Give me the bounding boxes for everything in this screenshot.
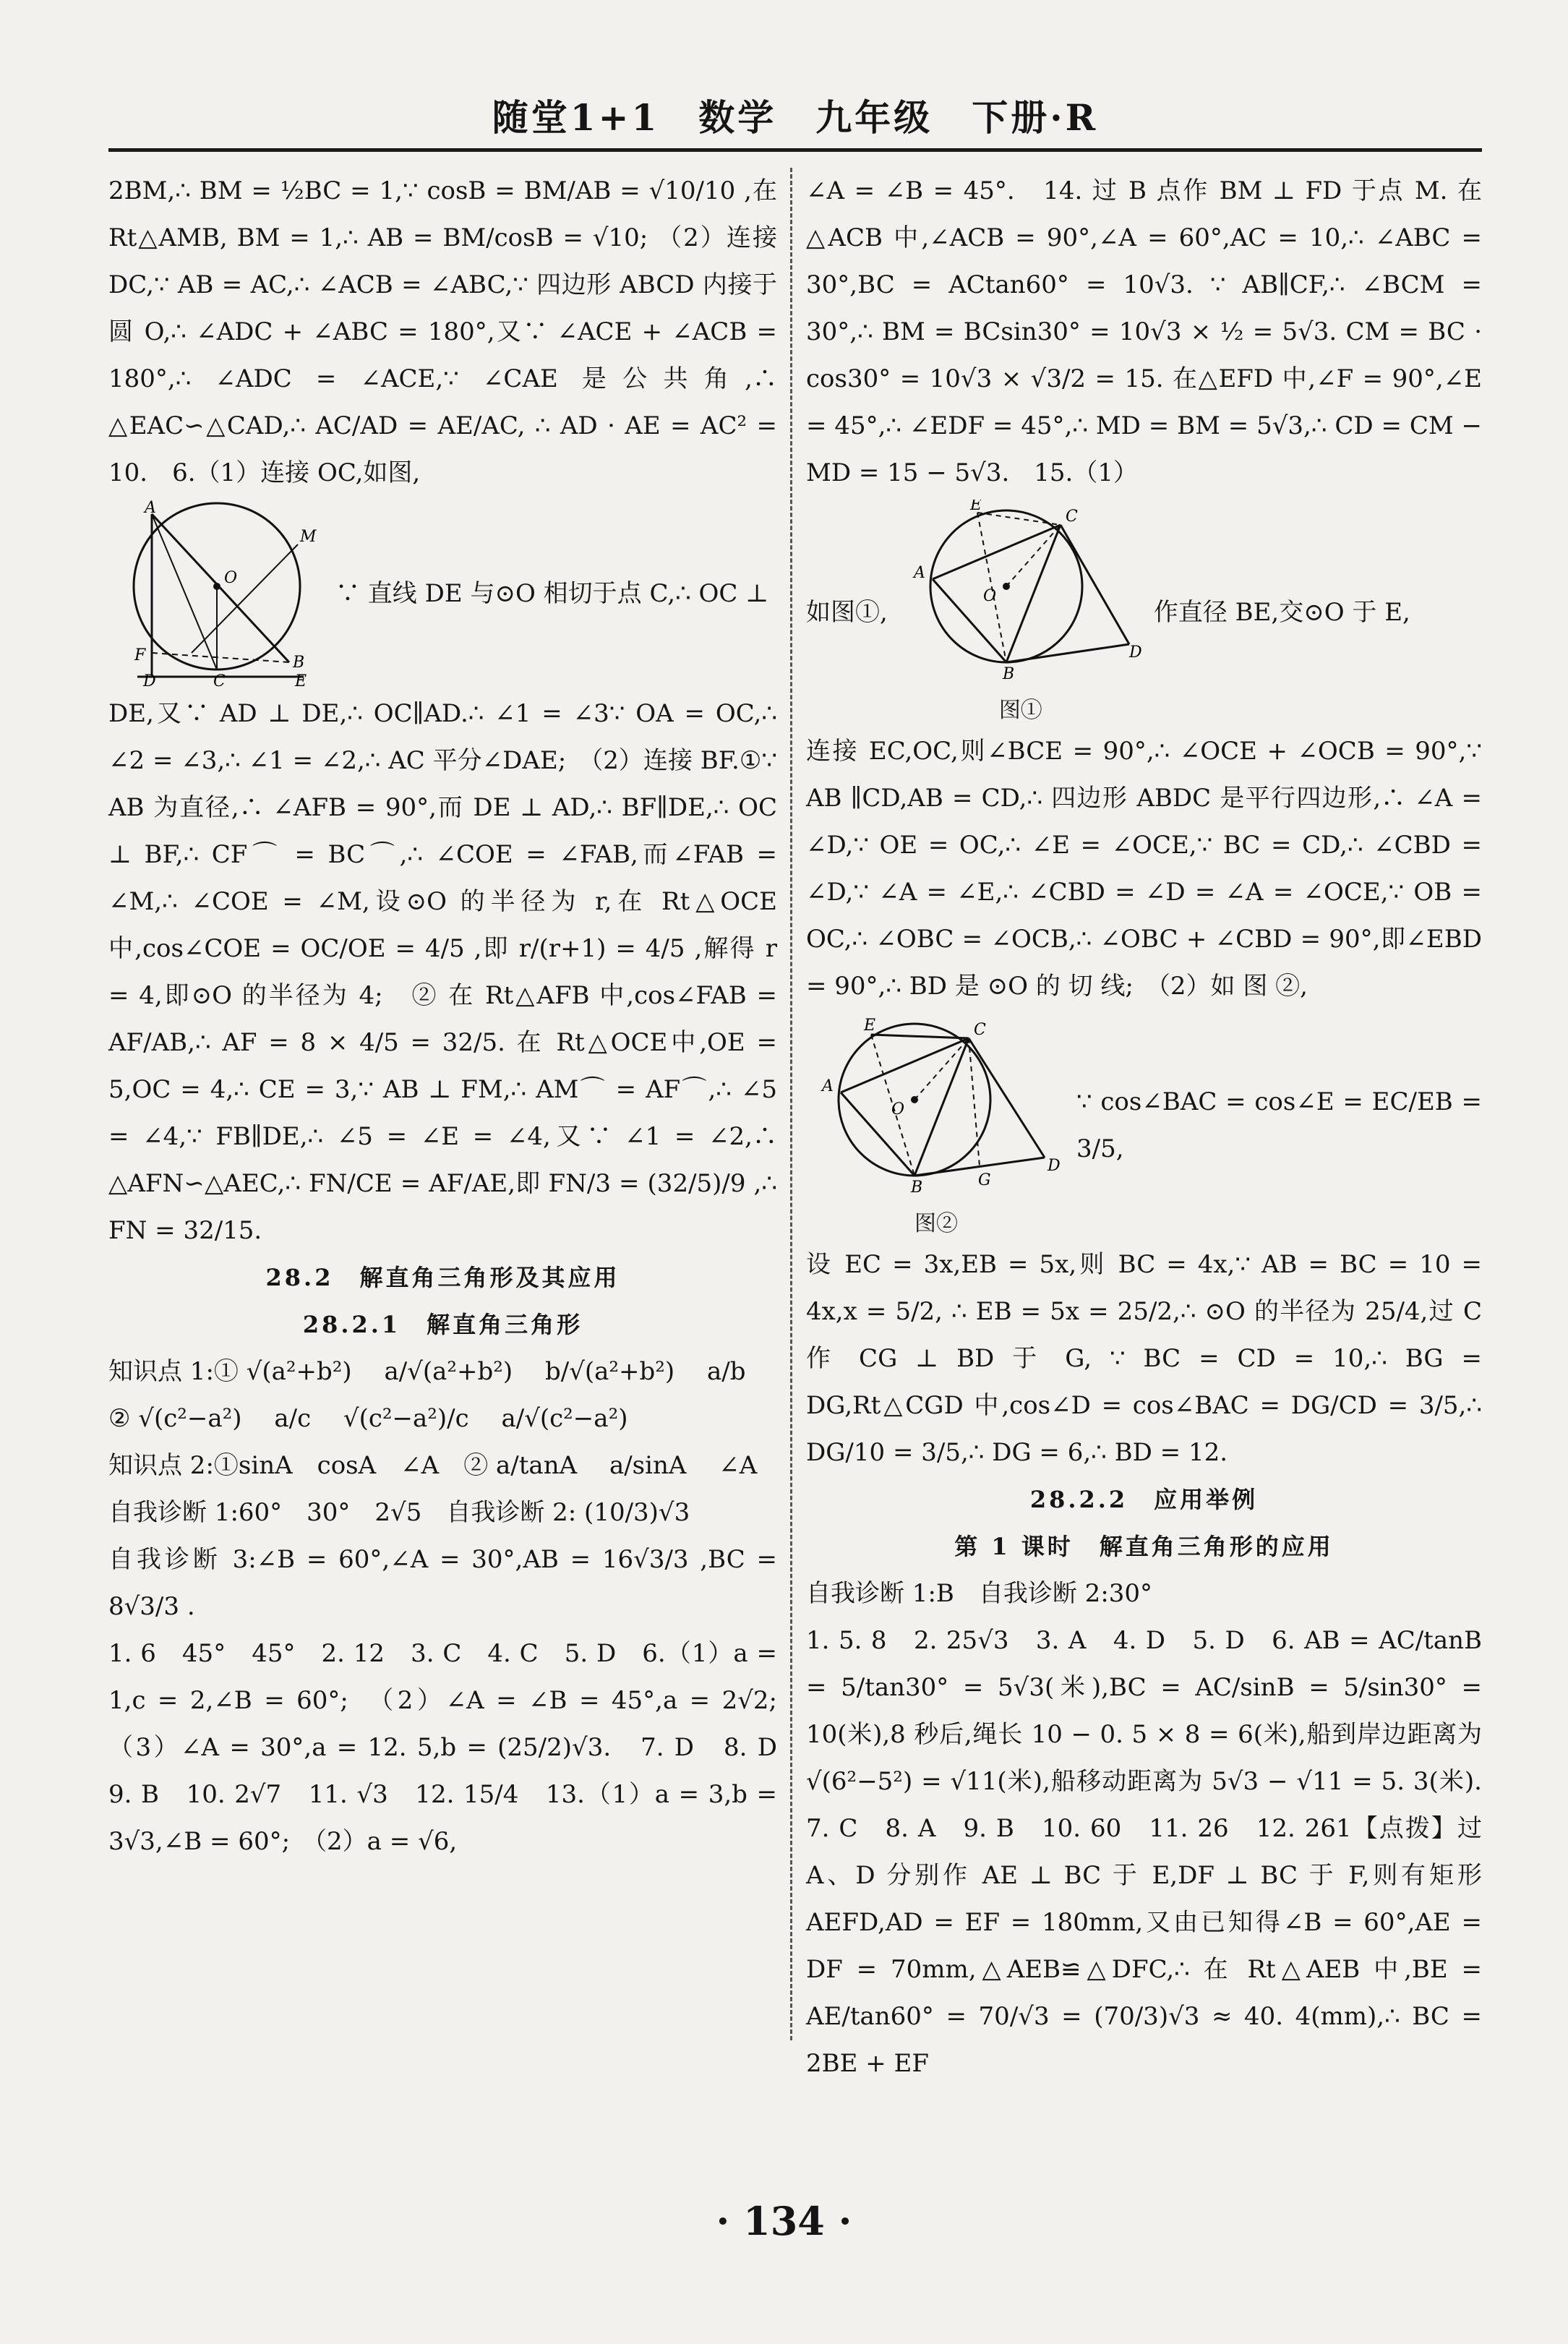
- svg-text:D: D: [143, 672, 156, 688]
- figure-1-side-text: 作直径 BE,交⊙O 于 E,: [1153, 597, 1410, 627]
- figure-2-caption: 图②: [914, 1211, 958, 1236]
- figure-1: [806, 500, 1482, 725]
- figure-1-lead-text: 如图①,: [806, 597, 888, 627]
- figure-1-caption: 图①: [998, 698, 1042, 723]
- svg-text:F: F: [134, 646, 146, 664]
- knowledge-point-2: 知识点 2:①sinA cosA ∠A ② a/tanA a/sinA ∠A: [108, 1451, 758, 1480]
- left-paragraph-1: 2BM,∴ BM = ½BC = 1,∵ cosB = BM/AB = √10/10 ,在 Rt△AMB, BM = 1,∴ AB = BM/cosB = √10; （2）连接 DC,∵ AB = AC,∴ ∠ACB = ∠ABC,∵ 四边形 ABCD 内接于圆 O,∴ ∠ADC + ∠ABC = 180°,又∵ ∠ACE + ∠ACB = 180°,∴ ∠ADC = ∠ACE,∵ ∠CAE 是公共角,∴ △EAC∽△CAD,∴ AC/AD = AE/AC, ∴ AD · AE = AC² = 10. 6.（1）连接 OC,如图,: [108, 176, 777, 487]
- page-number: · 134 ·: [716, 2198, 852, 2244]
- figure-2: [806, 1013, 1482, 1239]
- svg-text:M: M: [300, 528, 317, 546]
- svg-text:B: B: [293, 654, 305, 672]
- svg-text:B: B: [911, 1179, 923, 1194]
- svg-text:G: G: [978, 1171, 991, 1189]
- self-diagnosis-3: 自我诊断 3:∠B = 60°,∠A = 30°,AB = 16√3/3 ,BC = 8√3/3 .: [108, 1545, 777, 1621]
- svg-text:A: A: [145, 500, 156, 517]
- svg-text:O: O: [224, 569, 238, 587]
- exercise-answers: 1. 6 45° 45° 2. 12 3. C 4. C 5. D 6.（1）a = 1,c = 2,∠B = 60°; （2）∠A = ∠B = 45°,a = 2√2; （3）∠A = 30°,a = 12. 5,b = (25/2)√3. 7. D 8. D 9. B 10. 2√7 11. √3 12. 15/4 13.（1）a = 3,b = 3√3,∠B = 60°; （2）a = √6,: [108, 1639, 802, 1856]
- lesson-title: 第 1 课时 解直角三角形的应用: [954, 1533, 1334, 1560]
- figure-1-block: [898, 500, 1144, 725]
- left-paragraph-2: DE,又∵ AD ⊥ DE,∴ OC∥AD.∴ ∠1 = ∠3∵ OA = OC,∴ ∠2 = ∠3,∴ ∠1 = ∠2,∴ AC 平分∠DAE; （2）连接 BF.①∵ AB 为直径,∴ ∠AFB = 90°,而 DE ⊥ AD,∴ BF∥DE,∴ OC ⊥ BF,∴ CF⌒ = BC⌒,∴ ∠COE = ∠FAB,而∠FAB = ∠M,∴ ∠COE = ∠M,设⊙O 的半径为 r,在 Rt△OCE 中,cos∠COE = OC/OE = 4/5 ,即 r/(r+1) = 4/5 ,解得 r = 4,即⊙O 的半径为 4; ② 在 Rt△AFB 中,cos∠FAB = AF/AB,∴ AF = 8 × 4/5 = 32/5. 在 Rt△OCE中,OE = 5,OC = 4,∴ CE = 3,∵ AB ⊥ FM,∴ AM⌒ = AF⌒,∴ ∠5 = ∠4,∵ FB∥DE,∴ ∠5 = ∠E = ∠4,又∵ ∠1 = ∠2,∴ △AFN∽△AEC,∴ FN/CE = AF/AE,即 FN/3 = (32/5)/9 ,∴ FN = 32/15.: [108, 699, 777, 1245]
- right-paragraph-2: 连接 EC,OC,则∠BCE = 90°,∴ ∠OCE + ∠OCB = 90°,∵ AB ∥CD,AB = CD,∴ 四边形 ABDC 是平行四边形,∴ ∠A = ∠D,∵ OE = OC,∴ ∠E = ∠OCE,∵ BC = CD,∴ ∠CBD = ∠D,∵ ∠A = ∠E,∴ ∠CBD = ∠D = ∠A = ∠OCE,∵ OB = OC,∴ ∠OBC = ∠OCB,∴ ∠OBC + ∠CBD = 90°,即∠EBD = 90°,∴ BD 是 ⊙O 的 切 线; （2）如 图 ②,: [806, 737, 1482, 1001]
- svg-text:C: C: [974, 1021, 986, 1039]
- self-diagnosis-1-2: 自我诊断 1:60° 30° 2√5 自我诊断 2: (10/3)√3: [108, 1498, 690, 1527]
- right-paragraph-3: 设 EC = 3x,EB = 5x,则 BC = 4x,∵ AB = BC = 10 = 4x,x = 5/2, ∴ EB = 5x = 25/2,∴ ⊙O 的半径为 25/4,过 C 作 CG ⊥ BD 于 G, ∵ BC = CD = 10,∴ BG = DG,Rt△CGD 中,cos∠D = cos∠BAC = DG/CD = 3/5,∴ DG/10 = 3/5,∴ DG = 6,∴ BD = 12.: [806, 1250, 1482, 1467]
- circle-figure-diagram: [108, 500, 325, 688]
- figure-side-text: ∵ 直线 DE 与⊙O 相切于点 C,∴ OC ⊥: [335, 578, 769, 608]
- right-paragraph-1: ∠A = ∠B = 45°. 14. 过 B 点作 BM ⊥ FD 于点 M. 在△ACB 中,∠ACB = 90°,∠A = 60°,AC = 10,∴ ∠ABC = 30°,BC = ACtan60° = 10√3. ∵ AB∥CF,∴ ∠BCM = 30°,∴ BM = BCsin30° = 10√3 × ½ = 5√3. CM = BC · cos30° = 10√3 × √3/2 = 15. 在△EFD 中,∠F = 90°,∠E = 45°,∴ ∠EDF = 45°,∴ MD = BM = 5√3,∴ CD = CM − MD = 15 − 5√3. 15.（1）: [806, 176, 1482, 487]
- svg-text:A: A: [913, 564, 925, 582]
- circle-figure-2-diagram: [806, 1013, 1066, 1194]
- svg-text:E: E: [295, 672, 307, 688]
- circle-figure-1-diagram: [898, 500, 1144, 680]
- right-self-diagnosis: 自我诊断 1:B 自我诊断 2:30°: [806, 1579, 1153, 1608]
- knowledge-point-1b: ② √(c²−a²) a/c √(c²−a²)/c a/√(c²−a²): [108, 1404, 628, 1433]
- svg-text:B: B: [1002, 665, 1014, 680]
- svg-text:A: A: [822, 1077, 834, 1095]
- svg-text:C: C: [1065, 508, 1078, 526]
- svg-text:D: D: [1128, 643, 1142, 662]
- section-title-28-2-2: 28.2.2 应用举例: [1029, 1486, 1259, 1513]
- left-column: [108, 168, 802, 1865]
- svg-text:O: O: [982, 587, 996, 605]
- right-exercise-answers: 1. 5. 8 2. 25√3 3. A 4. D 5. D 6. AB = AC/tanB = 5/tan30° = 5√3(米),BC = AC/sinB = 5/sin30° = 10(米),8 秒后,绳长 10 − 0. 5 × 8 = 6(米),船到岸边距离为 √(6²−5²) = √11(米),船移动距离为 5√3 − √11 = 5. 3(米). 7. C 8. A 9. B 10. 60 11. 26 12. 261【点拨】过 A、D 分别作 AE ⊥ BC 于 E,DF ⊥ BC 于 F,则有矩形 AEFD,AD = EF = 180mm,又由已知得∠B = 60°,AE = DF = 70mm,△AEB≌△DFC,∴ 在 Rt△AEB 中,BE = AE/tan60° = 70/√3 = (70/3)√3 ≈ 40. 4(mm),∴ BC = 2BE + EF: [806, 1626, 1507, 2078]
- section-title-28-2-1: 28.2.1 解直角三角形: [302, 1311, 583, 1338]
- figure-circle-1: [108, 500, 777, 688]
- svg-text:D: D: [1048, 1157, 1061, 1175]
- svg-text:E: E: [864, 1017, 876, 1035]
- svg-text:O: O: [891, 1100, 905, 1118]
- section-title-28-2: 28.2 解直角三角形及其应用: [265, 1264, 620, 1291]
- page-header: 随堂1+1 数学 九年级 下册·R: [492, 96, 1099, 139]
- figure-2-side-text: ∵ cos∠BAC = cos∠E = EC/EB = 3/5,: [1076, 1087, 1482, 1163]
- header-rule: [108, 148, 1482, 152]
- svg-text:E: E: [969, 500, 982, 514]
- knowledge-point-1a: 知识点 1:① √(a²+b²) a/√(a²+b²) b/√(a²+b²) a/b: [108, 1357, 746, 1386]
- svg-text:C: C: [213, 672, 226, 688]
- figure-2-block: [806, 1013, 1066, 1239]
- right-column: [806, 168, 1507, 2087]
